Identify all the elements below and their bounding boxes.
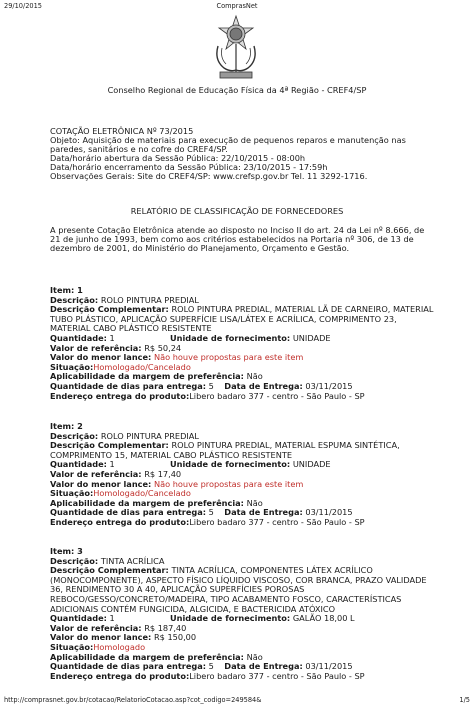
report-title: RELATÓRIO DE CLASSIFICAÇÃO DE FORNECEDORES	[130, 206, 344, 216]
desc-comp-line-5: ADICIONAIS CONTÉM FUNGICIDA, ALGICIDA, E BACTERICIDA ATÓXICO	[50, 603, 336, 614]
unidade-label: Unidade de fornecimento:	[170, 613, 291, 624]
dias-label: Quantidade de dias para entrega:	[50, 661, 207, 672]
cotacao-number: COTAÇÃO ELETRÔNICA Nº 73/2015	[50, 126, 194, 136]
dias-value: 5	[208, 661, 214, 672]
situacao-value: Homologado/Cancelado	[93, 361, 191, 372]
descricao-value: TINTA ACRÍLICA	[100, 555, 165, 566]
quantidade-value: 1	[109, 459, 115, 470]
desc-comp-line-3: 36, RENDIMENTO 30 A 40, APLICAÇÃO SUPERFÍCIES POROSAS	[50, 584, 305, 595]
data-entrega-label: Data de Entrega:	[224, 507, 303, 518]
unidade-label: Unidade de fornecimento:	[170, 459, 291, 470]
dias-label: Quantidade de dias para entrega:	[50, 380, 207, 391]
item-block-2	[50, 422, 426, 528]
brazil-coat-of-arms-icon	[212, 14, 260, 84]
quantidade-label: Quantidade:	[50, 459, 107, 470]
descricao-label: Descrição:	[50, 555, 99, 566]
valor-ref-value: R$ 187,40	[144, 622, 187, 633]
aplicabilidade-label: Aplicabilidade da margem de preferência:	[50, 371, 244, 382]
cotacao-abertura: Data/horário abertura da Sessão Pública: 22/10/2015 - 08:00h	[50, 153, 306, 163]
intro-line-2: 21 de junho de 1993, bem como aos critérios estabelecidos na Portaria nº 306, de 13 de	[50, 234, 414, 244]
endereco-value: Libero badaro 377 - centro - São Paulo - SP	[189, 670, 365, 681]
cotacao-objeto-cont: paredes, sanitários e no cofre do CREF4/SP.	[50, 144, 228, 154]
intro-line-1: A presente Cotação Eletrônica atende ao disposto no Inciso II do art. 24 da Lei nº 8.666, de	[50, 225, 425, 235]
quantidade-value: 1	[109, 613, 115, 624]
valor-ref-label: Valor de referência:	[50, 622, 142, 633]
intro-line-3: dezembro de 2001, do Ministério do Planejamento, Orçamento e Gestão.	[50, 243, 350, 253]
item-title: Item: 1	[50, 285, 83, 295]
item-title: Item: 2	[50, 421, 83, 431]
dias-label: Quantidade de dias para entrega:	[50, 507, 207, 518]
cotacao-encerramento: Data/horário encerramento da Sessão Pública: 23/10/2015 - 17:59h	[50, 162, 328, 172]
item-block-3	[50, 547, 426, 681]
data-entrega-label: Data de Entrega:	[224, 661, 303, 672]
cotacao-observacoes: Observações Gerais: Site do CREF4/SP: www.crefsp.gov.br Tel. 11 3292-1716.	[50, 171, 368, 181]
data-entrega-value: 03/11/2015	[305, 380, 353, 391]
valor-menor-label: Valor do menor lance:	[50, 352, 152, 363]
cotacao-objeto: Objeto: Aquisição de materiais para execução de pequenos reparos e manutenção nas	[50, 135, 406, 145]
aplicabilidade-value: Não	[246, 371, 263, 382]
print-date: 29/10/2015	[4, 2, 43, 10]
desc-comp-label: Descrição Complementar:	[50, 440, 169, 451]
endereco-label: Endereço entrega do produto:	[50, 390, 190, 401]
desc-comp-line-2: (MONOCOMPONENTE), ASPECTO FÍSICO LÍQUIDO VISCOSO, COR BRANCA, PRAZO VALIDADE	[50, 574, 427, 585]
desc-comp-line-2: COMPRIMENTO 15, MATERIAL CABO PLÁSTICO RESISTENTE	[50, 449, 293, 460]
dias-value: 5	[208, 380, 214, 391]
valor-menor-label: Valor do menor lance:	[50, 632, 152, 643]
aplicabilidade-value: Não	[246, 497, 263, 508]
org-title: Conselho Regional de Educação Física da 4ª Região - CREF4/SP	[107, 85, 367, 95]
valor-ref-label: Valor de referência:	[50, 468, 142, 479]
data-entrega-value: 03/11/2015	[305, 661, 353, 672]
endereco-value: Libero badaro 377 - centro - São Paulo - SP	[189, 516, 365, 527]
desc-comp-line-4: REBOCO/GESSO/CONCRETO/MADEIRA, TIPO ACABAMENTO FOSCO, CARACTERÍSTICAS	[50, 593, 402, 604]
descricao-label: Descrição:	[50, 430, 99, 441]
unidade-label: Unidade de fornecimento:	[170, 332, 291, 343]
footer-url[interactable]: http://comprasnet.gov.br/cotacao/RelatorioCotacao.asp?cot_codigo=249584&	[4, 696, 262, 704]
item-title: Item: 3	[50, 546, 83, 556]
desc-comp-line-3: MATERIAL CABO PLÁSTICO RESISTENTE	[50, 323, 212, 334]
descricao-value: ROLO PINTURA PREDIAL	[100, 430, 199, 441]
desc-comp-label: Descrição Complementar:	[50, 565, 169, 576]
aplicabilidade-label: Aplicabilidade da margem de preferência:	[50, 497, 244, 508]
desc-comp-line-1: ROLO PINTURA PREDIAL, MATERIAL ESPUMA SINTÉTICA,	[171, 440, 400, 451]
desc-comp-line-1: TINTA ACRÍLICA, COMPONENTES LÁTEX ACRÍLICO	[171, 565, 373, 576]
quantidade-value: 1	[109, 332, 115, 343]
valor-ref-value: R$ 50,24	[144, 342, 182, 353]
aplicabilidade-label: Aplicabilidade da margem de preferência:	[50, 651, 244, 662]
data-entrega-value: 03/11/2015	[305, 507, 353, 518]
quantidade-label: Quantidade:	[50, 613, 107, 624]
data-entrega-label: Data de Entrega:	[224, 380, 303, 391]
valor-menor-label: Valor do menor lance:	[50, 478, 152, 489]
valor-menor-value: R$ 150,00	[153, 632, 197, 643]
desc-comp-line-2: TUBO PLÁSTICO, APLICAÇÃO SUPERFÍCIE LISA/LÁTEX E ACRÍLICA, COMPRIMENTO 23,	[50, 313, 397, 324]
desc-comp-line-1: ROLO PINTURA PREDIAL, MATERIAL LÃ DE CARNEIRO, MATERIAL	[171, 304, 434, 315]
situacao-value: Homologado/Cancelado	[93, 488, 191, 499]
print-site-title: ComprasNet	[216, 2, 258, 10]
dias-value: 5	[208, 507, 214, 518]
situacao-label: Situação:	[50, 488, 94, 499]
aplicabilidade-value: Não	[246, 651, 263, 662]
descricao-value: ROLO PINTURA PREDIAL	[100, 294, 199, 305]
situacao-label: Situação:	[50, 641, 94, 652]
valor-ref-label: Valor de referência:	[50, 342, 142, 353]
quantidade-label: Quantidade:	[50, 332, 107, 343]
endereco-label: Endereço entrega do produto:	[50, 516, 190, 527]
valor-menor-value: Não houve propostas para este item	[153, 352, 304, 363]
valor-ref-value: R$ 17,40	[144, 468, 182, 479]
unidade-value: UNIDADE	[292, 459, 331, 470]
descricao-label: Descrição:	[50, 294, 99, 305]
endereco-value: Libero badaro 377 - centro - São Paulo - SP	[189, 390, 365, 401]
desc-comp-label: Descrição Complementar:	[50, 304, 169, 315]
unidade-value: GALÃO 18,00 L	[292, 613, 355, 624]
page-number: 1/5	[459, 696, 470, 704]
item-block-1	[50, 285, 434, 401]
endereco-label: Endereço entrega do produto:	[50, 670, 190, 681]
situacao-value: Homologado	[93, 641, 146, 652]
unidade-value: UNIDADE	[292, 332, 331, 343]
situacao-label: Situação:	[50, 361, 94, 372]
valor-menor-value: Não houve propostas para este item	[153, 478, 304, 489]
